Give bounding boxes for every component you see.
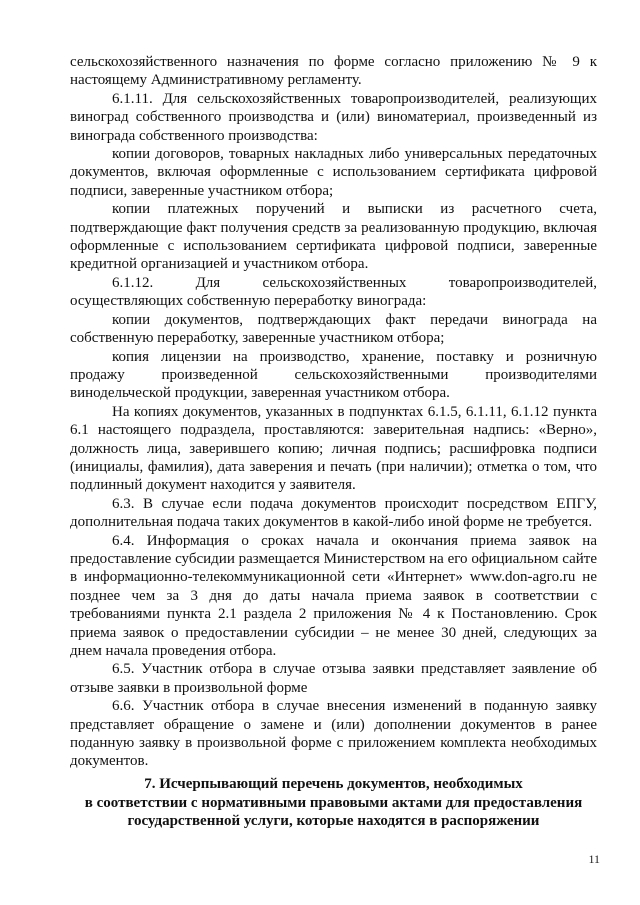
paragraph-certification: На копиях документов, указанных в подпунктах 6.1.5, 6.1.11, 6.1.12 пункта 6.1 настоящего подраздела, проставляются: заверительная надпись: «Верно», должность лица, заверившего копию; личная подпись; расшифровка подписи (инициалы, фамилия), дата заверения и печать (при наличии); отметка о том, что подлинный документ находится у заявителя. [70,403,597,494]
page-number: 11 [588,852,600,866]
paragraph-continuation: сельскохозяйственного назначения по форме согласно приложению № 9 к настоящему Административному регламенту. [70,54,597,89]
paragraph-6-1-12: 6.1.12. Для сельскохозяйственных товаропроизводителей, осуществляющих собственную переработку винограда: [70,274,597,310]
heading-line: государственной услуги, которые находятся в распоряжении [127,813,540,829]
heading-line: в соответствии с нормативными правовыми актами для предоставления [84,794,583,811]
paragraph-transfer-copies: копии документов, подтверждающих факт передачи винограда на собственную переработку, заверенные участником отбора; [70,311,597,347]
paragraph-license-copy: копия лицензии на производство, хранение, поставку и розничную продажу произведенной сельскохозяйственными производителями винодельческой продукции, заверенная участником отбора. [70,348,597,402]
paragraph-payment-orders: копии платежных поручений и выписки из расчетного счета, подтверждающие факт получения средств за реализованную продукцию, включая оформленные с использованием сертификата цифровой подписи, заверенные кредитной организацией и участником отбора. [70,201,597,273]
paragraph-6-1-11: 6.1.11. Для сельскохозяйственных товаропроизводителей, реализующих виноград собственного производства и (или) виноматериал, произведенный из винограда собственного производства: [70,90,597,144]
document-body [70,53,597,771]
paragraph-6-3: 6.3. В случае если подача документов происходит посредством ЕПГУ, дополнительная подача таких документов в какой-либо иной форме не требуется. [70,495,597,531]
heading-line: 7. Исчерпывающий перечень документов, необходимых [144,776,523,792]
paragraph-contract-copies: копии договоров, товарных накладных либо универсальных передаточных документов, включая оформленные с использованием сертификата цифровой подписи, заверенные участником отбора; [70,146,597,199]
section-heading [70,775,597,831]
paragraph-6-5: 6.5. Участник отбора в случае отзыва заявки представляет заявление об отзыве заявки в произвольной форме [70,661,597,696]
paragraph-6-6: 6.6. Участник отбора в случае внесения изменений в поданную заявку представляет обращение о замене и (или) дополнении документов в ранее поданную заявку в произвольной форме с приложением комплекта необходимых документов. [70,698,597,770]
paragraph-6-4: 6.4. Информация о сроках начала и окончания приема заявок на предоставление субсидии размещается Министерством на его официальном сайте в информационно-телекоммуникационной сети «Интернет» www.don-agro.ru не позднее чем за 3 дня до даты начала приема заявок в соответствии с требованиями пункта 2.1 раздела 2 приложения № 4 к Постановлению. Срок приема заявок о предоставлении субсидии – не менее 30 дней, следующих за днем начала проведения отбора. [70,532,597,659]
